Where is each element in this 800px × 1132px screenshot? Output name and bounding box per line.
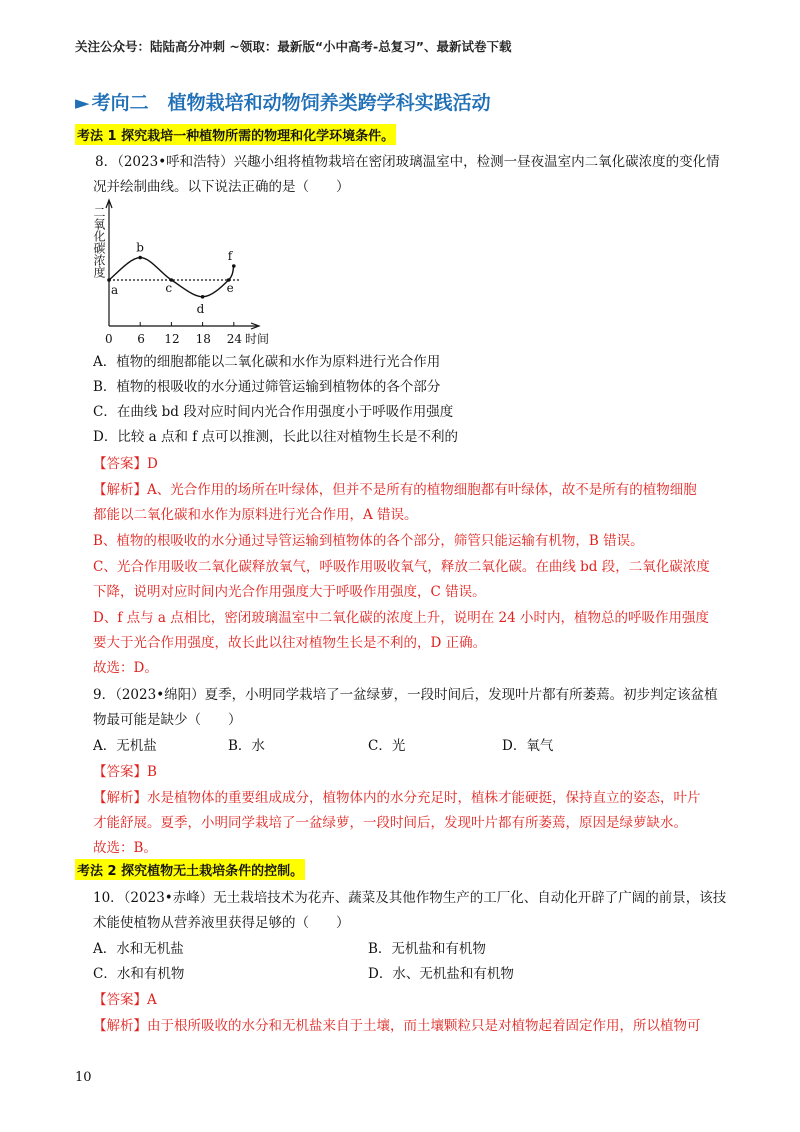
x-tick-label: 24 — [226, 332, 243, 346]
q9-option-a[interactable]: A．无机盐 — [93, 738, 157, 754]
x-tick-label: 12 — [164, 332, 180, 346]
page-number: 10 — [75, 1070, 92, 1085]
q9-option-b[interactable]: B．水 — [228, 738, 265, 754]
q8-analysis-line: 都能以二氧化碳和水作为原料进行光合作用，A 错误。 — [93, 507, 418, 523]
x-tick-label: 18 — [195, 332, 211, 346]
q8-stem-line1: 8．（2023•呼和浩特）兴趣小组将植物栽培在密闭玻璃温室中，检测一昼夜温室内二氧化碳浓度的变化情 — [95, 154, 720, 170]
q9-answer: 【答案】B — [93, 764, 157, 780]
co2-chart — [85, 198, 285, 348]
q8-option-d[interactable]: D．比较 a 点和 f 点可以推测，长此以往对植物生长是不利的 — [93, 429, 459, 445]
chart-marks — [105, 241, 242, 346]
x-tick-label: 0 — [105, 332, 113, 346]
point-label-e: e — [226, 281, 234, 295]
q8-stem-line2: 况并绘制曲线。以下说法正确的是（ ） — [93, 179, 350, 195]
point-label-d: d — [196, 301, 205, 316]
q10-option-a[interactable]: A．水和无机盐 — [93, 941, 184, 957]
q9-analysis-line: 故选：B。 — [93, 840, 157, 856]
q10-stem-line2: 术能使植物从营养液里获得足够的（ ） — [93, 915, 350, 931]
q8-option-a[interactable]: A．植物的细胞都能以二氧化碳和水作为原料进行光合作用 — [93, 354, 441, 370]
q8-analysis-line: 故选：D。 — [93, 660, 158, 676]
kaofa-1-heading: 考法 1 探究栽培一种植物所需的物理和化学环境条件。 — [75, 124, 396, 145]
arrow-icon: ► — [75, 92, 90, 114]
q9-stem-line1: 9．（2023•绵阳）夏季，小明同学栽培了一盆绿萝，一段时间后，发现叶片都有所萎蔫。初步判定该盆植 — [93, 687, 718, 703]
point-label-b: b — [136, 240, 144, 255]
section-title — [75, 88, 491, 115]
x-axis-label: 时间 — [245, 332, 270, 346]
q10-option-b[interactable]: B．无机盐和有机物 — [368, 941, 486, 957]
q8-option-b[interactable]: B．植物的根吸收的水分通过筛管运输到植物体的各个部分 — [93, 379, 441, 395]
q8-analysis-line: 下降，说明对应时间内光合作用强度大于呼吸作用强度，C 错误。 — [93, 584, 486, 600]
q8-analysis-line: B、植物的根吸收的水分通过导管运输到植物体的各个部分，筛管只能运输有机物，B 错误。 — [93, 533, 644, 549]
page-header: 关注公众号：陆陆高分冲刺 ~领取：最新版“小中高考-总复习”、最新试卷下载 — [75, 39, 512, 54]
x-tick-label: 6 — [137, 332, 145, 346]
q8-answer: 【答案】D — [93, 456, 158, 472]
q9-stem-line2: 物最可能是缺少（ ） — [93, 712, 242, 728]
q8-analysis-line: 要大于光合作用强度，故长此以往对植物生长是不利的，D 正确。 — [93, 635, 487, 651]
q10-answer: 【答案】A — [93, 992, 157, 1008]
q10-analysis-line: 【解析】由于根所吸收的水分和无机盐来自于土壤，而土壤颗粒只是对植物起着固定作用，所以植物可 — [93, 1018, 701, 1034]
point-a — [107, 278, 111, 282]
section-title-text: 考向二 植物栽培和动物饲养类跨学科实践活动 — [91, 92, 491, 114]
q9-analysis-line: 【解析】水是植物体的重要组成成分，植物体内的水分充足时，植株才能硬挺，保持直立的姿态，叶片 — [93, 790, 701, 806]
q8-analysis-line: C、光合作用吸收二氧化碳释放氧气，呼吸作用吸收氧气，释放二氧化碳。在曲线 bd 段，二氧化碳浓度 — [93, 559, 710, 575]
q10-stem-line1: 10．（2023•赤峰）无土栽培技术为花卉、蔬菜及其他作物生产的工厂化、自动化开辟了广阔的前景，该技 — [93, 890, 727, 906]
q8-analysis-line: D、f 点与 a 点相比，密闭玻璃温室中二氧化碳的浓度上升，说明在 24 小时内，植物总的呼吸作用强度 — [93, 610, 710, 626]
point-label-a: a — [111, 283, 119, 297]
point-label-c: c — [165, 281, 173, 295]
y-axis-label: 二氧化碳浓度 — [92, 206, 106, 278]
q9-analysis-line: 才能舒展。夏季，小明同学栽培了一盆绿萝，一段时间后，发现叶片都有所萎蔫，原因是绿萝缺水。 — [93, 815, 687, 831]
point-f — [232, 264, 236, 268]
kaofa-2-heading: 考法 2 探究植物无土栽培条件的控制。 — [75, 859, 305, 880]
q10-option-d[interactable]: D．水、无机盐和有机物 — [368, 966, 514, 982]
q8-option-c[interactable]: C．在曲线 bd 段对应时间内光合作用强度小于呼吸作用强度 — [93, 404, 454, 420]
q9-option-d[interactable]: D．氧气 — [502, 738, 554, 754]
chart-axes — [92, 200, 269, 346]
point-label-f: f — [227, 249, 233, 263]
q9-option-c[interactable]: C．光 — [368, 738, 406, 754]
q10-option-c[interactable]: C．水和有机物 — [93, 966, 185, 982]
point-b — [138, 256, 142, 260]
q8-analysis-line: 【解析】A、光合作用的场所在叶绿体，但并不是所有的植物细胞都有叶绿体，故不是所有的植物细胞 — [93, 482, 697, 498]
point-d — [201, 295, 205, 299]
